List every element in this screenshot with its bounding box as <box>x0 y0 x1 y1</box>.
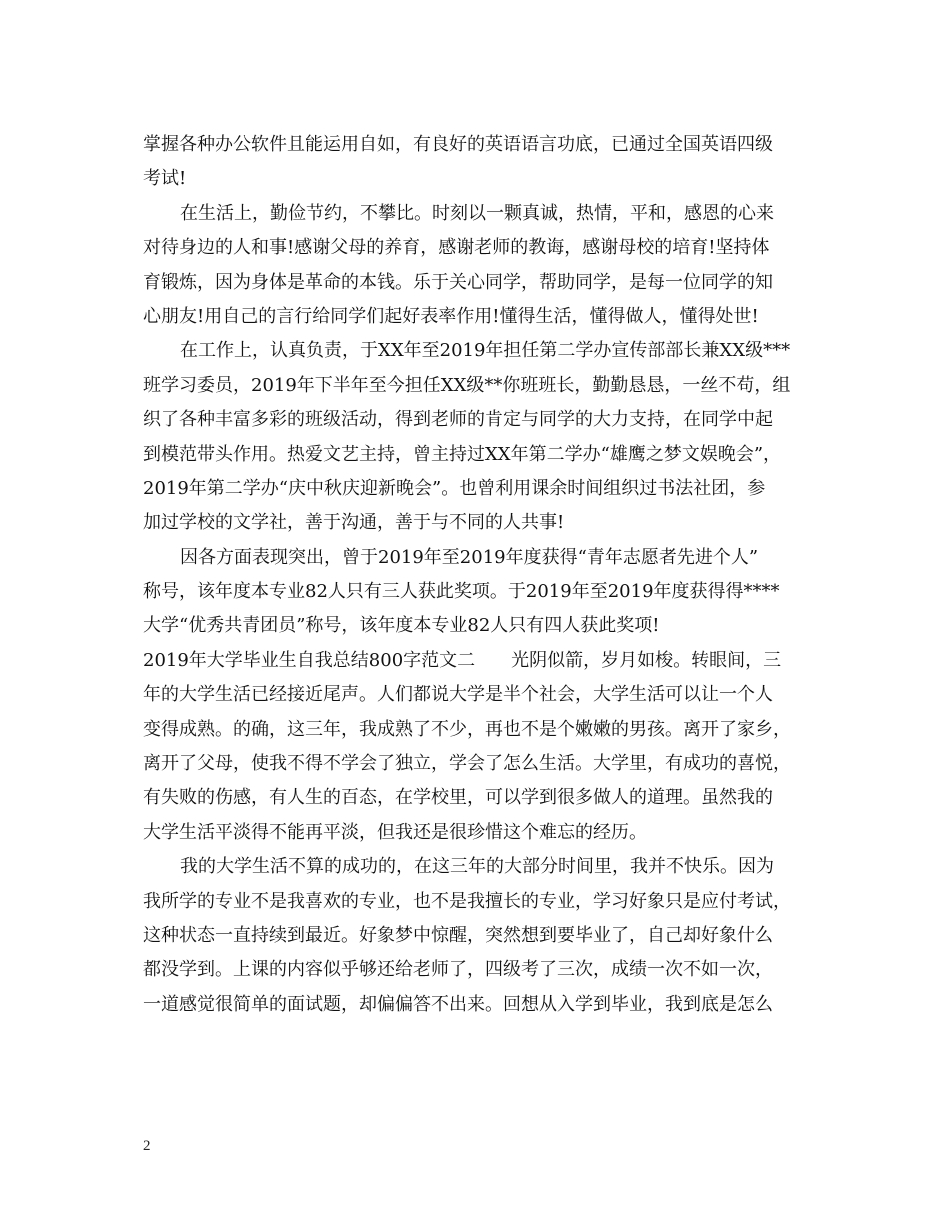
text-line: 考试! <box>143 168 187 190</box>
page-number: 2 <box>143 1138 151 1154</box>
text-line: 大学生活平淡得不能再平淡，但我还是很珍惜这个难忘的经历。 <box>143 821 647 843</box>
paragraph-first-line: 在生活上，勤俭节约，不攀比。时刻以一颗真诚，热情，平和，感恩的心来 <box>180 202 774 224</box>
text-line: 育锻炼，因为身体是革命的本钱。乐于关心同学，帮助同学，是每一位同学的知 <box>143 271 773 293</box>
text-line: 对待身边的人和事!感谢父母的养育，感谢老师的教诲，感谢母校的培育!坚持体 <box>143 237 770 259</box>
text-line: 这种状态一直持续到最近。好象梦中惊醒，突然想到要毕业了，自己却好象什么 <box>143 924 773 946</box>
text-line: 加过学校的文学社，善于沟通，善于与不同的人共事! <box>143 512 565 534</box>
document-body <box>143 128 813 1022</box>
paragraph-first-line: 在工作上，认真负责，于XX年至2019年担任第二学办宣传部部长兼XX级*** <box>180 340 791 362</box>
text-line: 2019年大学毕业生自我总结800字范文二 光阴似箭，岁月如梭。转眼间，三 <box>143 649 782 671</box>
text-line: 2019年第二学办“庆中秋庆迎新晚会”。也曾利用课余时间组织过书法社团，参 <box>143 477 766 499</box>
text-line: 到模范带头作用。热爱文艺主持，曾主持过XX年第二学办“雄鹰之梦文娱晚会”， <box>143 443 782 465</box>
text-line: 变得成熟。的确，这三年，我成熟了不少，再也不是个嫩嫩的男孩。离开了家乡， <box>143 718 791 740</box>
text-line: 有失败的伤感，有人生的百态，在学校里，可以学到很多做人的道理。虽然我的 <box>143 787 773 809</box>
text-line: 称号，该年度本专业82人只有三人获此奖项。于2019年至2019年度获得得**** <box>143 581 780 603</box>
text-line: 一道感觉很简单的面试题，却偏偏答不出来。回想从入学到毕业，我到底是怎么 <box>143 993 773 1015</box>
text-line: 我所学的专业不是我喜欢的专业，也不是我擅长的专业，学习好象只是应付考试， <box>143 890 791 912</box>
text-line: 年的大学生活已经接近尾声。人们都说大学是半个社会，大学生活可以让一个人 <box>143 684 773 706</box>
paragraph-first-line: 因各方面表现突出，曾于2019年至2019年度获得“青年志愿者先进个人” <box>180 546 759 568</box>
text-line: 掌握各种办公软件且能运用自如，有良好的英语语言功底，已通过全国英语四级 <box>143 134 773 155</box>
text-line: 都没学到。上课的内容似乎够还给老师了，四级考了三次，成绩一次不如一次， <box>143 959 773 981</box>
paragraph-first-line: 我的大学生活不算的成功的，在这三年的大部分时间里，我并不快乐。因为 <box>180 856 774 878</box>
text-line: 离开了父母，使我不得不学会了独立，学会了怎么生活。大学里，有成功的喜悦， <box>143 753 791 775</box>
text-line: 织了各种丰富多彩的班级活动，得到老师的肯定与同学的大力支持，在同学中起 <box>143 409 773 431</box>
text-line: 心朋友!用自己的言行给同学们起好表率作用!懂得生活，懂得做人，懂得处世! <box>143 305 759 327</box>
text-line: 大学“优秀共青团员”称号，该年度本专业82人只有四人获此奖项! <box>143 615 660 637</box>
text-line: 班学习委员，2019年下半年至今担任XX级**你班班长，勤勤恳恳，一丝不苟，组 <box>143 374 791 396</box>
